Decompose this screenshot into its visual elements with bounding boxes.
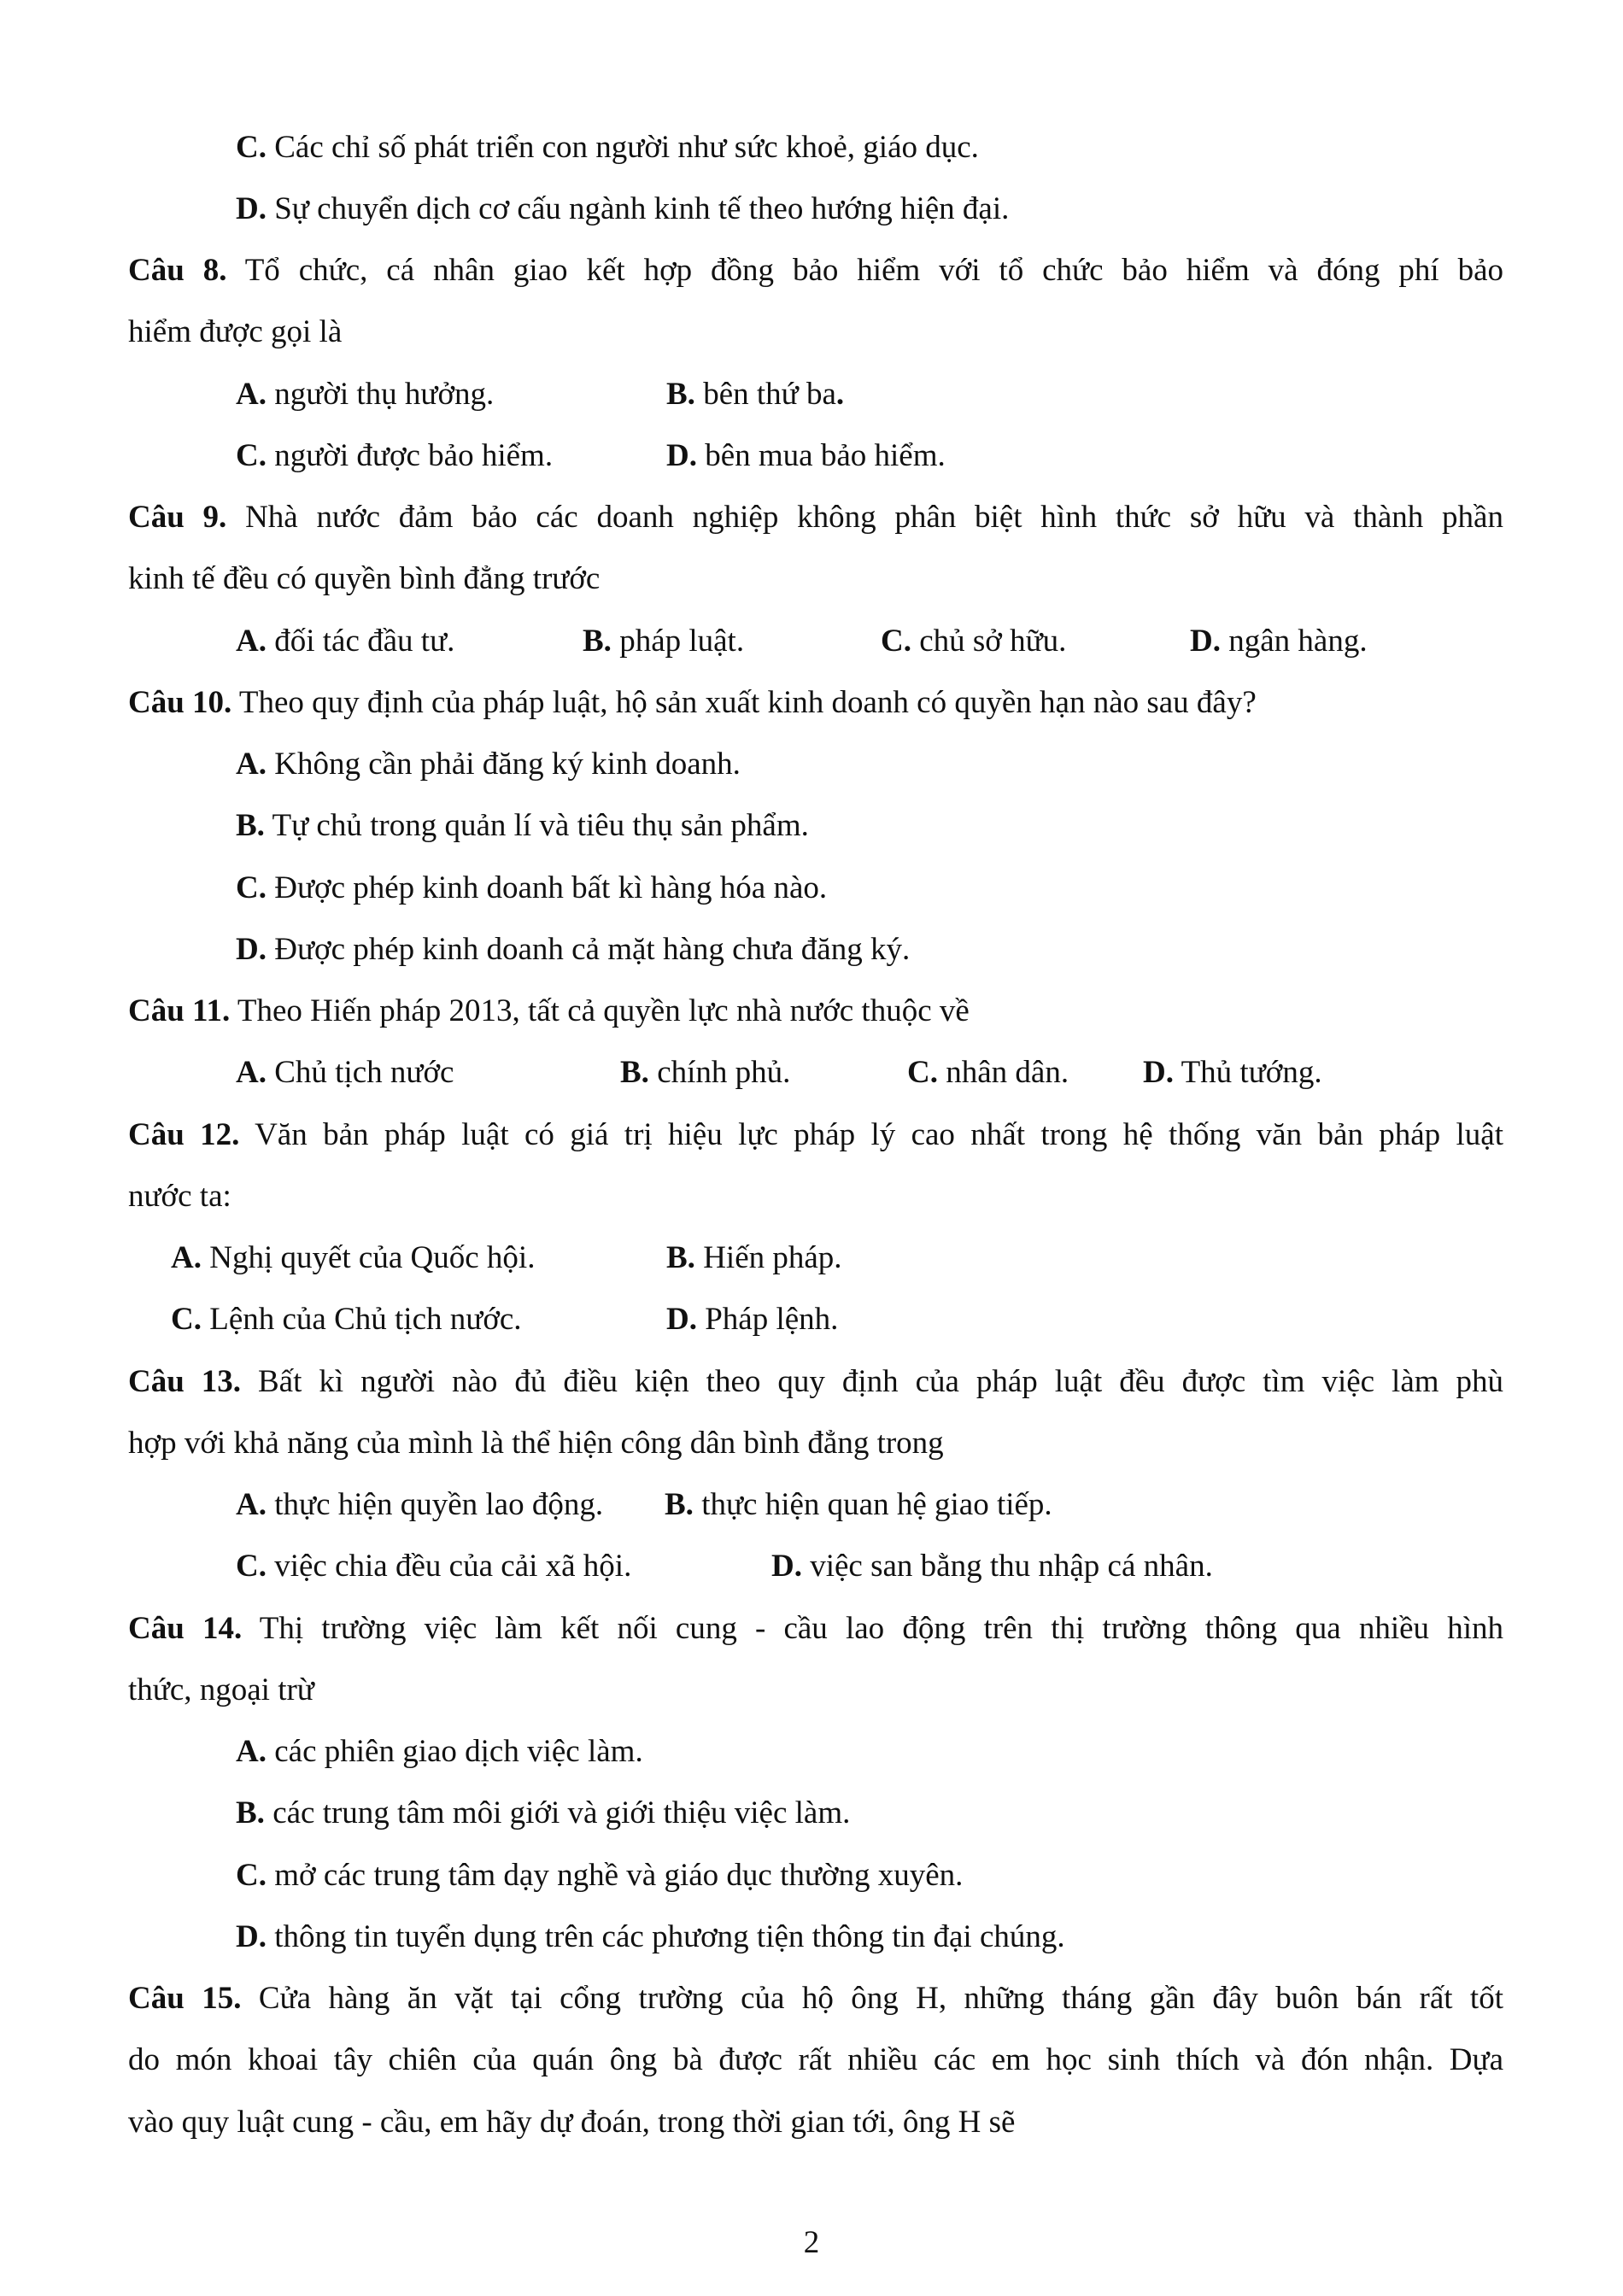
q9-option-d: D. ngân hàng.: [1190, 624, 1368, 659]
q10-option-a: A. Không cần phải đăng ký kinh doanh.: [236, 747, 741, 782]
q13-option-a: A. thực hiện quyền lao động.: [236, 1487, 604, 1522]
q11-stem-line1: Câu 11. Theo Hiến pháp 2013, tất cả quyền lực nhà nước thuộc về: [128, 993, 970, 1028]
q11-option-a: A. Chủ tịch nước: [236, 1055, 454, 1090]
q13-option-b: B. thực hiện quan hệ giao tiếp.: [665, 1487, 1052, 1522]
q11-option-c: C. nhân dân.: [907, 1055, 1069, 1090]
q14-option-d: D. thông tin tuyển dụng trên các phương tiện thông tin đại chúng.: [236, 1919, 1065, 1954]
q12-stem-line2: nước ta:: [128, 1179, 231, 1214]
q15-stem-line2: do món khoai tây chiên của quán ông bà được rất nhiều các em học sinh thích và đón nhận. Dựa: [128, 2042, 1503, 2077]
q8-option-b: B. bên thứ ba.: [666, 377, 845, 412]
q8-option-c: C. người được bảo hiểm.: [236, 438, 554, 473]
q12-option-b: B. Hiến pháp.: [666, 1240, 842, 1275]
q11-option-b: B. chính phủ.: [620, 1055, 791, 1090]
q9-option-b: B. pháp luật.: [583, 624, 745, 659]
q12-stem-line1: Câu 12. Văn bản pháp luật có giá trị hiệu lực pháp lý cao nhất trong hệ thống văn bản pháp luật: [128, 1117, 1503, 1152]
q13-stem-line2: hợp với khả năng của mình là thể hiện công dân bình đẳng trong: [128, 1426, 944, 1461]
q9-stem-line1: Câu 9. Nhà nước đảm bảo các doanh nghiệp không phân biệt hình thức sở hữu và thành phần: [128, 500, 1503, 535]
q13-option-d: D. việc san bằng thu nhập cá nhân.: [771, 1549, 1213, 1584]
q14-stem-line2: thức, ngoại trừ: [128, 1672, 314, 1707]
q11-option-d: D. Thủ tướng.: [1143, 1055, 1322, 1090]
q10-stem-line1: Câu 10. Theo quy định của pháp luật, hộ sản xuất kinh doanh có quyền hạn nào sau đây?: [128, 685, 1257, 720]
q10-option-c: C. Được phép kinh doanh bất kì hàng hóa nào.: [236, 870, 828, 905]
q13-stem-line1: Câu 13. Bất kì người nào đủ điều kiện theo quy định của pháp luật đều được tìm việc làm phù: [128, 1364, 1503, 1399]
q8-stem-line1: Câu 8. Tổ chức, cá nhân giao kết hợp đồng bảo hiểm với tổ chức bảo hiểm và đóng phí bảo: [128, 253, 1503, 288]
q7-option-d: D. Sự chuyển dịch cơ cấu ngành kinh tế theo hướng hiện đại.: [236, 191, 1010, 226]
q10-option-b: B. Tự chủ trong quản lí và tiêu thụ sản phẩm.: [236, 808, 809, 843]
q12-option-d: D. Pháp lệnh.: [666, 1302, 839, 1337]
q10-option-d: D. Được phép kinh doanh cả mặt hàng chưa đăng ký.: [236, 932, 911, 967]
q15-stem-line3: vào quy luật cung - cầu, em hãy dự đoán, trong thời gian tới, ông H sẽ: [128, 2105, 1016, 2140]
q15-stem-line1: Câu 15. Cửa hàng ăn vặt tại cổng trường của hộ ông H, những tháng gần đây buôn bán rất tốt: [128, 1981, 1503, 2016]
q9-stem-line2: kinh tế đều có quyền bình đẳng trước: [128, 561, 601, 596]
q14-option-c: C. mở các trung tâm dạy nghề và giáo dục thường xuyên.: [236, 1858, 964, 1893]
q8-option-a: A. người thụ hưởng.: [236, 377, 495, 412]
q14-option-a: A. các phiên giao dịch việc làm.: [236, 1734, 643, 1769]
q14-stem-line1: Câu 14. Thị trường việc làm kết nối cung - cầu lao động trên thị trường thông qua nhiều hình: [128, 1611, 1503, 1646]
q13-option-c: C. việc chia đều của cải xã hội.: [236, 1549, 632, 1584]
q14-option-b: B. các trung tâm môi giới và giới thiệu việc làm.: [236, 1795, 851, 1830]
q7-option-c: C. Các chỉ số phát triển con người như sức khoẻ, giáo dục.: [236, 130, 979, 165]
q9-option-c: C. chủ sở hữu.: [881, 624, 1067, 659]
q8-stem-line2: hiểm được gọi là: [128, 314, 343, 349]
q9-option-a: A. đối tác đầu tư.: [236, 624, 455, 659]
q12-option-c: C. Lệnh của Chủ tịch nước.: [171, 1302, 522, 1337]
page-number: 2: [803, 2225, 820, 2260]
q12-option-a: A. Nghị quyết của Quốc hội.: [171, 1240, 536, 1275]
q8-option-d: D. bên mua bảo hiểm.: [666, 438, 946, 473]
